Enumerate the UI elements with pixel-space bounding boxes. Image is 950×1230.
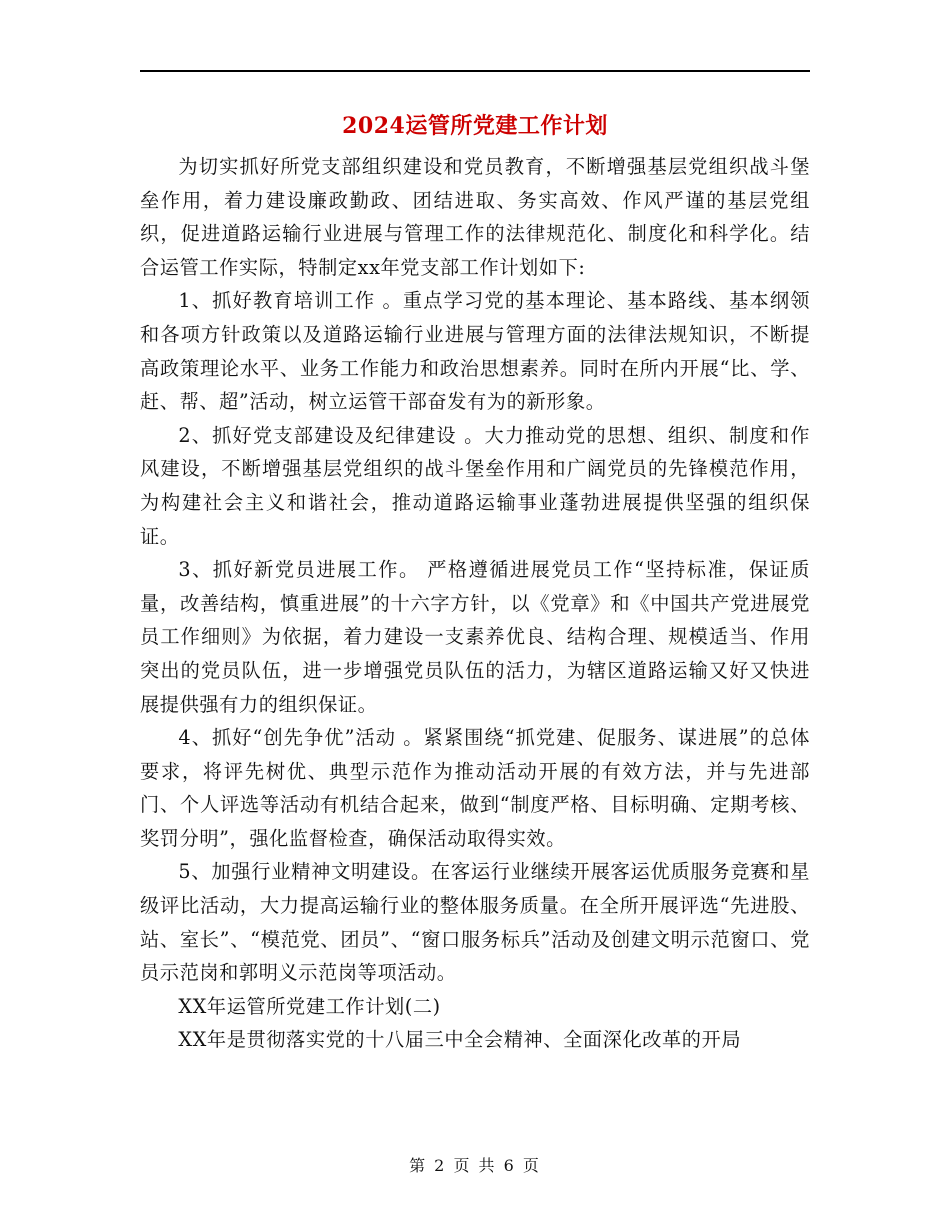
section-heading-part-two: XX年运管所党建工作计划(二) <box>178 994 441 1018</box>
intro-paragraph: 为切实抓好所党支部组织建设和党员教育，不断增强基层党组织战斗堡垒作用，着力建设廉政勤政、团结进取、务实高效、作风严谨的基层党组织，促进道路运输行业进展与管理工作的法律规范化、制度化和科学化。结合运管工作实际，特制定xx年党支部工作计划如下: <box>140 155 810 279</box>
paragraph-civilization: 5、加强行业精神文明建设。在客运行业继续开展客运优质服务竞赛和星级评比活动，大力提高运输行业的整体服务质量。在全所开展评选“先进股、站、室长”、“模范党、团员”、“窗口服务标兵”活动及创建文明示范窗口、党员示范岗和郭明义示范岗等项活动。 <box>140 860 810 985</box>
page-number: 第 2 页 共 6 页 <box>409 1156 541 1175</box>
paragraph-new-members: 3、抓好新党员进展工作。 严格遵循进展党员工作“坚持标准，保证质量，改善结构，慎重进展”的十六字方针，以《党章》和《中国共产党进展党员工作细则》为依据，着力建设一支素养优良、结构合理、规模适当、作用突出的党员队伍，进一步增强党员队伍的活力，为辖区道路运输又好又快进展提供强有力的组织保证。 <box>140 558 810 716</box>
paragraph-education-training: 1、抓好教育培训工作 。重点学习党的基本理论、基本路线、基本纲领和各项方针政策以及道路运输行业进展与管理方面的法律法规知识，不断提高政策理论水平、业务工作能力和政治思想素养。同时在所内开展“比、学、赶、帮、超”活动，树立运管干部奋发有为的新形象。 <box>140 289 810 414</box>
paragraph-branch-discipline: 2、抓好党支部建设及纪律建设 。大力推动党的思想、组织、制度和作风建设，不断增强基层党组织的战斗堡垒作用和广阔党员的先锋模范作用，为构建社会主义和谐社会，推动道路运输事业蓬勃进展提供坚强的组织保证。 <box>140 423 810 548</box>
paragraph-excellence-campaign: 4、抓好“创先争优”活动 。紧紧围绕“抓党建、促服务、谋进展”的总体要求，将评先树优、典型示范作为推动活动开展的有效方法，并与先进部门、个人评选等活动有机结合起来，做到“制度严格、目标明确、定期考核、奖罚分明”，强化监督检查，确保活动取得实效。 <box>140 726 810 850</box>
header-rule <box>140 70 810 72</box>
document-body <box>140 108 810 1057</box>
paragraph-part-two-opening: XX年是贯彻落实党的十八届三中全会精神、全面深化改革的开局 <box>178 1028 742 1052</box>
document-title: 2024运管所党建工作计划 <box>342 113 608 139</box>
